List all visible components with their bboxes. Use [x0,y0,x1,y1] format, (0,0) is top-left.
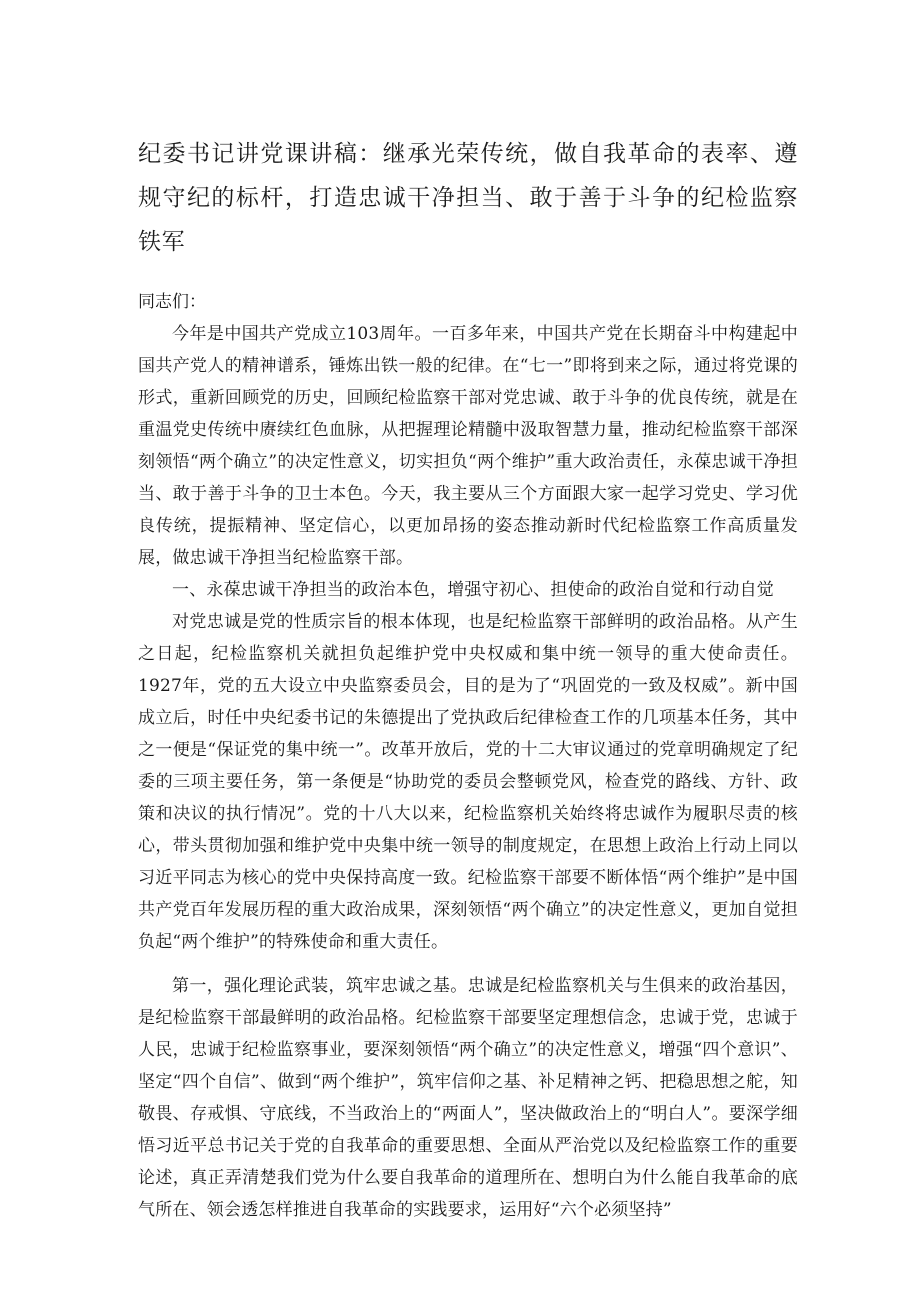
section-heading-1: 一、永葆忠诚干净担当的政治本色，增强守初心、担使命的政治自觉和行动自觉 [172,580,774,600]
document-title: 纪委书记讲党课讲稿：继承光荣传统，做自我革命的表率、遵规守纪的标杆，打造忠诚干净担当、敢于善于斗争的纪检监察铁军 [138,141,798,255]
salutation: 同志们： [138,292,206,312]
paragraph-gap [138,958,798,970]
paragraph-loyalty: 对党忠诚是党的性质宗旨的根本体现，也是纪检监察干部鲜明的政治品格。从产生之日起，纪检监察机关就担负起维护党中央权威和集中统一领导的重大使命责任。1927年，党的五大设立中央监察委员会，目的是为了“巩固党的一致及权威”。新中国成立后，时任中央纪委书记的朱德提出了党执政后纪律检查工作的几项基本任务，其中之一便是“保证党的集中统一”。改革开放后，党的十二大审议通过的党章明确规定了纪委的三项主要任务，第一条便是“协助党的委员会整顿党风，检查党的路线、方针、政策和决议的执行情况”。党的十八大以来，纪检监察机关始终将忠诚作为履职尽责的核心，带头贯彻加强和维护党中央集中统一领导的制度规定，在思想上政治上行动上同以习近平同志为核心的党中央保持高度一致。纪检监察干部要不断体悟“两个维护”是中国共产党百年发展历程的重大政治成果，深刻领悟“两个确立”的决定性意义，更加自觉担负起“两个维护”的特殊使命和重大责任。 [138,612,798,952]
paragraph-first-point: 第一，强化理论武装，筑牢忠诚之基。忠诚是纪检监察机关与生俱来的政治基因，是纪检监察干部最鲜明的政治品格。纪检监察干部要坚定理想信念，忠诚于党，忠诚于人民，忠诚于纪检监察事业，要深刻领悟“两个确立”的决定性意义，增强“四个意识”、坚定“四个自信”、做到“两个维护”，筑牢信仰之基、补足精神之钙、把稳思想之舵，知敬畏、存戒惧、守底线，不当政治上的“两面人”，坚决做政治上的“明白人”。要深学细悟习近平总书记关于党的自我革命的重要思想、全面从严治党以及纪检监察工作的重要论述，真正弄清楚我们党为什么要自我革命的道理所在、想明白为什么能自我革命的底气所在、领会透怎样推进自我革命的实践要求，运用好“六个必须坚持” [138,976,798,1220]
document-page [138,132,798,1226]
paragraph-intro: 今年是中国共产党成立103周年。一百多年来，中国共产党在长期奋斗中构建起中国共产党人的精神谱系，锤炼出铁一般的纪律。在“七一”即将到来之际，通过将党课的形式，重新回顾党的历史，回顾纪检监察干部对党忠诚、敢于斗争的优良传统，就是在重温党史传统中赓续红色血脉，从把握理论精髓中汲取智慧力量，推动纪检监察干部深刻领悟“两个确立”的决定性意义，切实担负“两个维护”重大政治责任，永葆忠诚干净担当、敢于善于斗争的卫士本色。今天，我主要从三个方面跟大家一起学习党史、学习优良传统，提振精神、坚定信心，以更加昂扬的姿态推动新时代纪检监察工作高质量发展，做忠诚干净担当纪检监察干部。 [138,324,798,568]
